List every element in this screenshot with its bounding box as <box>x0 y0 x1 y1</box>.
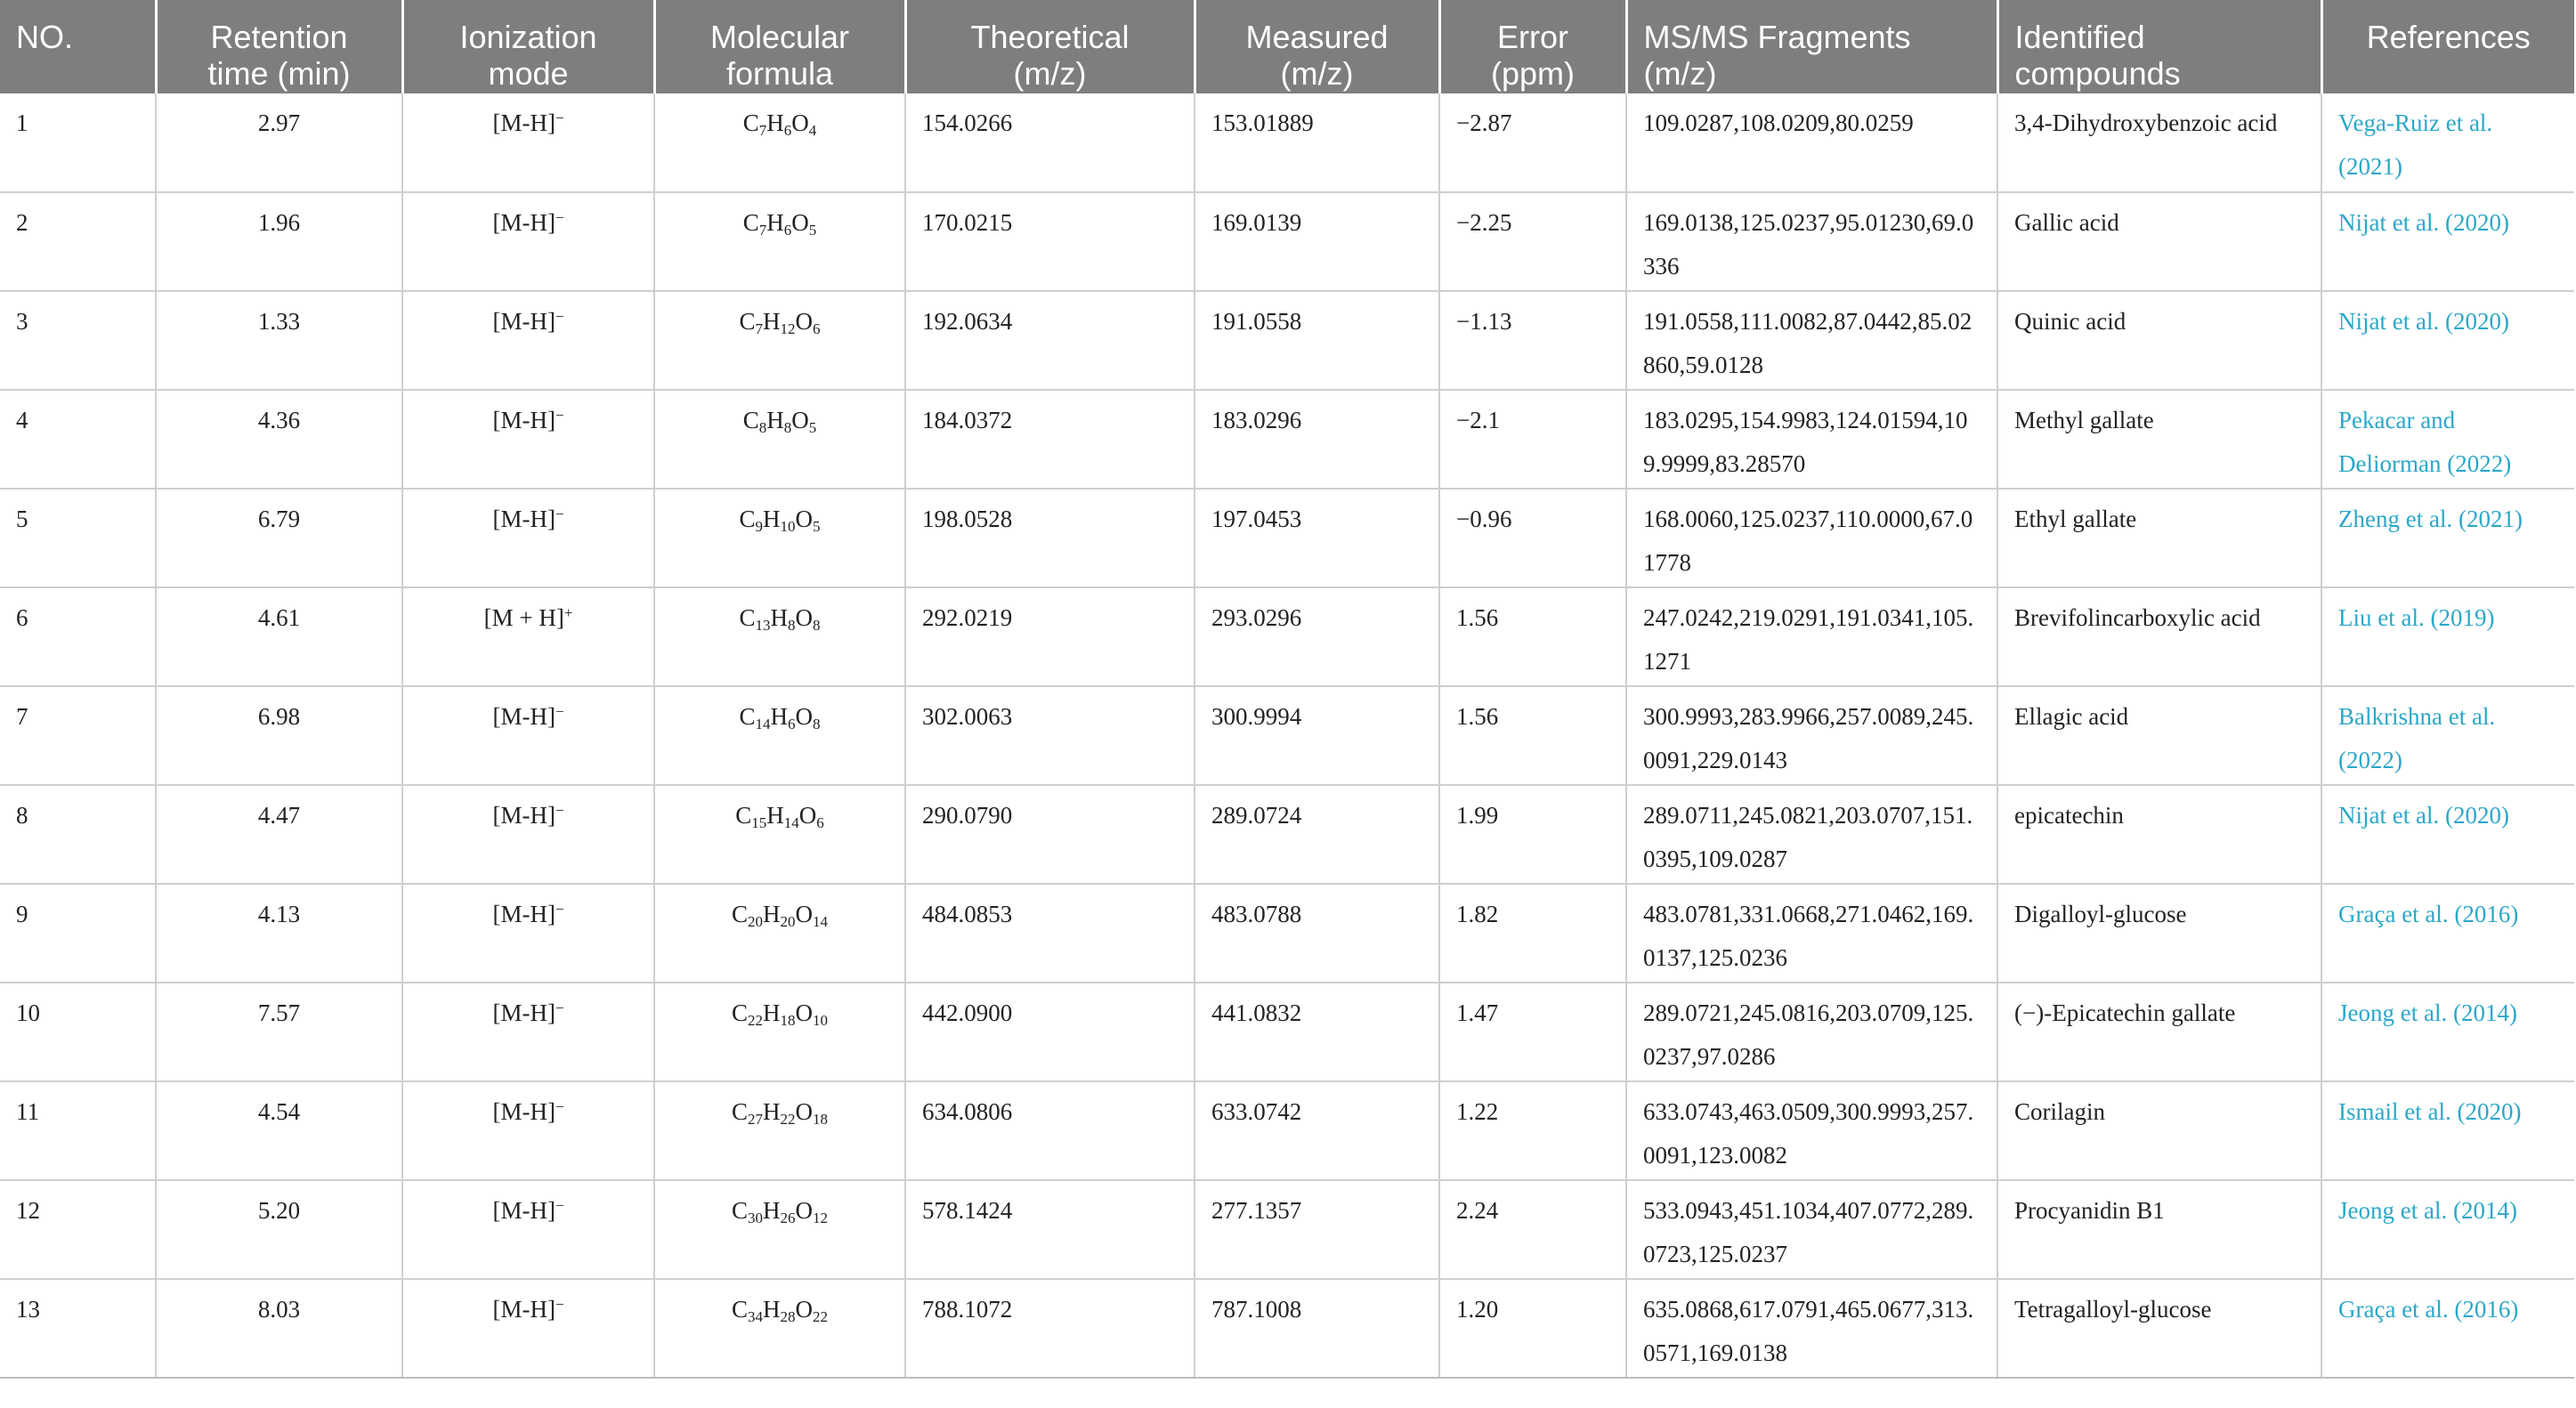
cell-molecular-formula <box>654 1279 905 1378</box>
header-line-2: time (min) <box>207 55 351 92</box>
formula-count: 6 <box>783 122 792 139</box>
cell-theoretical-mz: 290.0790 <box>905 785 1195 884</box>
cell-theoretical-mz: 184.0372 <box>905 390 1195 489</box>
formula-element: C <box>739 703 756 730</box>
ion-charge: − <box>555 1197 564 1214</box>
cell-retention-time: 6.79 <box>156 489 402 587</box>
table-header <box>0 0 2574 93</box>
cell-error-ppm: 1.56 <box>1439 587 1626 686</box>
cell-measured-mz: 293.0296 <box>1195 587 1439 686</box>
ion-base: [M + H] <box>483 604 564 631</box>
cell-identified-compound: Ellagic acid <box>1997 686 2321 785</box>
ion-base: [M-H] <box>492 1296 555 1323</box>
cell-retention-time: 1.96 <box>156 192 402 291</box>
cell-theoretical-mz: 788.1072 <box>905 1279 1195 1378</box>
cell-error-ppm: −2.87 <box>1439 93 1626 192</box>
cell-retention-time: 4.47 <box>156 785 402 884</box>
ion-base: [M-H] <box>492 703 555 730</box>
formula-element: C <box>739 308 756 335</box>
cell-error-ppm: 1.20 <box>1439 1279 1626 1378</box>
cell-identified-compound: Brevifolincarboxylic acid <box>1997 587 2321 686</box>
cell-error-ppm: −2.25 <box>1439 192 1626 291</box>
cell-measured-mz: 787.1008 <box>1195 1279 1439 1378</box>
formula-count: 14 <box>783 814 799 831</box>
cell-error-ppm: 1.56 <box>1439 686 1626 785</box>
formula-element: C <box>742 109 759 136</box>
formula-count: 4 <box>808 122 817 139</box>
cell-molecular-formula <box>654 983 905 1081</box>
formula-element: C <box>742 407 759 433</box>
ion-charge: − <box>555 1098 564 1115</box>
header-references-label: References <box>2366 19 2531 55</box>
formula-element: C <box>731 1296 748 1323</box>
formula-count: 12 <box>780 320 796 337</box>
header-ionization-mode <box>402 0 654 93</box>
reference-link[interactable]: Liu et al. (2019) <box>2321 587 2574 686</box>
ion-charge: − <box>555 506 564 522</box>
formula-count: 20 <box>748 913 763 930</box>
cell-molecular-formula <box>654 489 905 587</box>
cell-no: 5 <box>0 489 156 587</box>
table-row <box>0 983 2574 1081</box>
table-row <box>0 390 2574 489</box>
formula-count: 7 <box>758 122 767 139</box>
formula-element: H <box>766 109 784 136</box>
cell-molecular-formula <box>654 1081 905 1180</box>
cell-measured-mz: 277.1357 <box>1195 1180 1439 1279</box>
formula-count: 22 <box>748 1012 763 1029</box>
formula-element: O <box>795 999 813 1026</box>
formula-count: 30 <box>748 1210 763 1226</box>
header-line-1: Molecular <box>709 19 850 55</box>
cell-molecular-formula <box>654 291 905 390</box>
ion-charge: − <box>555 901 564 918</box>
cell-identified-compound: Gallic acid <box>1997 192 2321 291</box>
table-row <box>0 686 2574 785</box>
header-line-1: Theoretical <box>970 19 1130 55</box>
cell-msms-fragments: 633.0743,463.0509,300.9993,257.0091,123.0082 <box>1626 1081 1997 1180</box>
table-body <box>0 93 2574 1378</box>
cell-no: 6 <box>0 587 156 686</box>
cell-error-ppm: 1.22 <box>1439 1081 1626 1180</box>
table-row <box>0 587 2574 686</box>
formula-count: 28 <box>780 1308 796 1325</box>
formula-element: C <box>739 506 756 532</box>
cell-retention-time: 8.03 <box>156 1279 402 1378</box>
cell-ionization-mode <box>402 93 654 192</box>
header-msms-fragments <box>1626 0 1997 93</box>
formula-count: 10 <box>813 1012 828 1029</box>
formula-element: H <box>763 1197 781 1224</box>
table-row <box>0 192 2574 291</box>
ion-charge: − <box>555 1296 564 1313</box>
cell-ionization-mode <box>402 489 654 587</box>
cell-msms-fragments: 289.0711,245.0821,203.0707,151.0395,109.0287 <box>1626 785 1997 884</box>
header-no-label: NO. <box>16 19 74 55</box>
cell-ionization-mode <box>402 884 654 983</box>
cell-msms-fragments: 300.9993,283.9966,257.0089,245.0091,229.0143 <box>1626 686 1997 785</box>
cell-retention-time: 1.33 <box>156 291 402 390</box>
cell-molecular-formula <box>654 884 905 983</box>
cell-msms-fragments: 483.0781,331.0668,271.0462,169.0137,125.0236 <box>1626 884 1997 983</box>
header-identified-compounds <box>1997 0 2321 93</box>
ion-charge: − <box>555 209 564 226</box>
reference-link[interactable]: Nijat et al. (2020) <box>2321 785 2574 884</box>
formula-element: O <box>795 604 813 631</box>
formula-count: 5 <box>808 222 817 239</box>
formula-count: 18 <box>813 1111 828 1128</box>
table-row <box>0 1180 2574 1279</box>
cell-identified-compound: 3,4-Dihydroxybenzoic acid <box>1997 93 2321 192</box>
ion-charge: − <box>555 703 564 720</box>
cell-no: 12 <box>0 1180 156 1279</box>
header-line-2: mode <box>488 55 569 92</box>
cell-measured-mz: 441.0832 <box>1195 983 1439 1081</box>
formula-element: C <box>731 1197 748 1224</box>
formula-count: 34 <box>748 1308 763 1325</box>
ion-base: [M-H] <box>492 901 555 927</box>
cell-measured-mz: 300.9994 <box>1195 686 1439 785</box>
reference-link[interactable]: Graça et al. (2016) <box>2321 884 2574 983</box>
formula-count: 8 <box>758 419 767 436</box>
cell-molecular-formula <box>654 93 905 192</box>
formula-count: 22 <box>813 1308 828 1325</box>
header-line-2: formula <box>725 55 834 92</box>
cell-measured-mz: 191.0558 <box>1195 291 1439 390</box>
cell-ionization-mode <box>402 587 654 686</box>
cell-ionization-mode <box>402 1180 654 1279</box>
ion-charge: − <box>555 308 564 325</box>
formula-count: 10 <box>780 518 796 535</box>
formula-element: O <box>795 1098 813 1125</box>
cell-measured-mz: 153.01889 <box>1195 93 1439 192</box>
cell-identified-compound: Procyanidin B1 <box>1997 1180 2321 1279</box>
header-line-2: compounds <box>2014 55 2181 92</box>
formula-element: O <box>795 703 813 730</box>
formula-count: 27 <box>748 1111 763 1128</box>
header-line-1: Identified <box>2014 19 2145 55</box>
cell-msms-fragments: 247.0242,219.0291,191.0341,105.1271 <box>1626 587 1997 686</box>
ion-charge: − <box>555 999 564 1016</box>
formula-count: 14 <box>813 913 828 930</box>
formula-element: H <box>763 1098 781 1125</box>
formula-element: H <box>763 506 781 532</box>
ion-charge: − <box>555 109 564 126</box>
formula-count: 7 <box>758 222 767 239</box>
ion-charge: − <box>555 407 564 424</box>
ion-base: [M-H] <box>492 506 555 532</box>
cell-no: 3 <box>0 291 156 390</box>
header-line-1: Error <box>1497 19 1568 55</box>
ion-base: [M-H] <box>492 802 555 829</box>
header-line-2: (ppm) <box>1490 55 1575 92</box>
cell-theoretical-mz: 292.0219 <box>905 587 1195 686</box>
cell-no: 8 <box>0 785 156 884</box>
formula-count: 6 <box>783 222 792 239</box>
formula-count: 22 <box>780 1111 796 1128</box>
cell-ionization-mode <box>402 983 654 1081</box>
formula-count: 9 <box>755 518 763 535</box>
ion-base: [M-H] <box>492 1197 555 1224</box>
formula-element: H <box>770 703 788 730</box>
formula-count: 15 <box>751 814 767 831</box>
cell-retention-time: 4.54 <box>156 1081 402 1180</box>
cell-theoretical-mz: 302.0063 <box>905 686 1195 785</box>
cell-identified-compound: Tetragalloyl-glucose <box>1997 1279 2321 1378</box>
cell-no: 9 <box>0 884 156 983</box>
formula-element: H <box>763 308 781 335</box>
header-error <box>1439 0 1626 93</box>
header-line-2: (m/z) <box>1280 55 1354 92</box>
cell-theoretical-mz: 198.0528 <box>905 489 1195 587</box>
cell-no: 7 <box>0 686 156 785</box>
formula-element: O <box>798 802 817 829</box>
cell-error-ppm: 1.82 <box>1439 884 1626 983</box>
table-row <box>0 1279 2574 1378</box>
formula-count: 20 <box>780 913 796 930</box>
cell-theoretical-mz: 634.0806 <box>905 1081 1195 1180</box>
header-measured <box>1195 0 1439 93</box>
cell-measured-mz: 197.0453 <box>1195 489 1439 587</box>
cell-no: 1 <box>0 93 156 192</box>
cell-molecular-formula <box>654 390 905 489</box>
header-line-1: Retention <box>210 19 348 55</box>
header-theoretical <box>905 0 1195 93</box>
formula-count: 6 <box>813 320 821 337</box>
header-molecular-formula <box>654 0 905 93</box>
reference-link[interactable]: Vega-Ruiz et al. (2021) <box>2321 93 2574 192</box>
cell-msms-fragments: 533.0943,451.1034,407.0772,289.0723,125.0237 <box>1626 1180 1997 1279</box>
reference-link[interactable]: Ismail et al. (2020) <box>2321 1081 2574 1180</box>
cell-identified-compound: Corilagin <box>1997 1081 2321 1180</box>
cell-theoretical-mz: 578.1424 <box>905 1180 1195 1279</box>
cell-identified-compound: Quinic acid <box>1997 291 2321 390</box>
header-row <box>0 0 2574 93</box>
cell-molecular-formula <box>654 1180 905 1279</box>
formula-element: O <box>795 308 813 335</box>
table-row <box>0 93 2574 192</box>
cell-error-ppm: −0.96 <box>1439 489 1626 587</box>
formula-count: 5 <box>813 518 821 535</box>
ion-charge: − <box>555 802 564 819</box>
formula-element: H <box>763 901 781 927</box>
header-references <box>2321 0 2574 93</box>
cell-error-ppm: 1.47 <box>1439 983 1626 1081</box>
table-row <box>0 1081 2574 1180</box>
cell-retention-time: 7.57 <box>156 983 402 1081</box>
header-line-1: MS/MS Fragments <box>1643 19 1911 55</box>
reference-link[interactable]: Nijat et al. (2020) <box>2321 291 2574 390</box>
cell-msms-fragments: 191.0558,111.0082,87.0442,85.02860,59.0128 <box>1626 291 1997 390</box>
reference-link[interactable]: Balkrishna et al. (2022) <box>2321 686 2574 785</box>
cell-msms-fragments: 168.0060,125.0237,110.0000,67.01778 <box>1626 489 1997 587</box>
cell-error-ppm: −2.1 <box>1439 390 1626 489</box>
cell-no: 10 <box>0 983 156 1081</box>
cell-ionization-mode <box>402 1081 654 1180</box>
ion-charge: + <box>563 604 573 621</box>
cell-identified-compound: Methyl gallate <box>1997 390 2321 489</box>
ion-base: [M-H] <box>492 209 555 236</box>
cell-ionization-mode <box>402 1279 654 1378</box>
cell-theoretical-mz: 192.0634 <box>905 291 1195 390</box>
cell-retention-time: 4.36 <box>156 390 402 489</box>
ion-base: [M-H] <box>492 109 555 136</box>
formula-element: H <box>766 407 784 433</box>
cell-theoretical-mz: 170.0215 <box>905 192 1195 291</box>
cell-msms-fragments: 183.0295,154.9983,124.01594,109.9999,83.28570 <box>1626 390 1997 489</box>
formula-element: C <box>731 1098 748 1125</box>
reference-link[interactable]: Jeong et al. (2014) <box>2321 1180 2574 1279</box>
cell-molecular-formula <box>654 686 905 785</box>
cell-molecular-formula <box>654 192 905 291</box>
cell-msms-fragments: 635.0868,617.0791,465.0677,313.0571,169.0138 <box>1626 1279 1997 1378</box>
cell-retention-time: 4.61 <box>156 587 402 686</box>
cell-ionization-mode <box>402 291 654 390</box>
formula-element: H <box>766 802 784 829</box>
cell-ionization-mode <box>402 192 654 291</box>
table-row <box>0 884 2574 983</box>
cell-error-ppm: −1.13 <box>1439 291 1626 390</box>
formula-count: 13 <box>755 617 771 634</box>
cell-msms-fragments: 169.0138,125.0237,95.01230,69.0336 <box>1626 192 1997 291</box>
cell-molecular-formula <box>654 587 905 686</box>
table-row <box>0 489 2574 587</box>
formula-element: C <box>731 901 748 927</box>
formula-count: 14 <box>755 716 771 732</box>
cell-error-ppm: 1.99 <box>1439 785 1626 884</box>
reference-link[interactable]: Zheng et al. (2021) <box>2321 489 2574 587</box>
cell-no: 2 <box>0 192 156 291</box>
cell-ionization-mode <box>402 390 654 489</box>
formula-element: O <box>795 901 813 927</box>
cell-measured-mz: 289.0724 <box>1195 785 1439 884</box>
table-row <box>0 291 2574 390</box>
reference-link[interactable]: Nijat et al. (2020) <box>2321 192 2574 291</box>
ion-base: [M-H] <box>492 407 555 433</box>
cell-error-ppm: 2.24 <box>1439 1180 1626 1279</box>
formula-element: O <box>791 209 809 236</box>
formula-element: H <box>770 604 788 631</box>
cell-molecular-formula <box>654 785 905 884</box>
reference-link[interactable]: Jeong et al. (2014) <box>2321 983 2574 1081</box>
header-no <box>0 0 156 93</box>
header-line-2: (m/z) <box>1643 55 1717 92</box>
cell-ionization-mode <box>402 686 654 785</box>
cell-retention-time: 4.13 <box>156 884 402 983</box>
formula-element: O <box>795 1197 813 1224</box>
formula-element: C <box>735 802 752 829</box>
cell-retention-time: 6.98 <box>156 686 402 785</box>
ion-base: [M-H] <box>492 999 555 1026</box>
cell-identified-compound: Digalloyl-glucose <box>1997 884 2321 983</box>
formula-element: O <box>791 407 809 433</box>
formula-count: 8 <box>788 617 796 634</box>
ion-base: [M-H] <box>492 308 555 335</box>
cell-measured-mz: 483.0788 <box>1195 884 1439 983</box>
formula-count: 8 <box>813 716 821 732</box>
cell-msms-fragments: 289.0721,245.0816,203.0709,125.0237,97.0286 <box>1626 983 1997 1081</box>
cell-theoretical-mz: 442.0900 <box>905 983 1195 1081</box>
formula-count: 26 <box>780 1210 796 1226</box>
cell-measured-mz: 169.0139 <box>1195 192 1439 291</box>
formula-count: 6 <box>788 716 796 732</box>
table-row <box>0 785 2574 884</box>
cell-measured-mz: 183.0296 <box>1195 390 1439 489</box>
cell-measured-mz: 633.0742 <box>1195 1081 1439 1180</box>
cell-ionization-mode <box>402 785 654 884</box>
cell-no: 13 <box>0 1279 156 1378</box>
formula-element: O <box>795 506 813 532</box>
formula-count: 6 <box>816 814 824 831</box>
header-line-1: Ionization <box>459 19 597 55</box>
cell-identified-compound: epicatechin <box>1997 785 2321 884</box>
cell-no: 11 <box>0 1081 156 1180</box>
cell-retention-time: 5.20 <box>156 1180 402 1279</box>
cell-theoretical-mz: 154.0266 <box>905 93 1195 192</box>
formula-element: C <box>731 999 748 1026</box>
cell-theoretical-mz: 484.0853 <box>905 884 1195 983</box>
header-line-2: (m/z) <box>1013 55 1087 92</box>
formula-count: 7 <box>755 320 763 337</box>
formula-element: O <box>791 109 809 136</box>
formula-count: 18 <box>780 1012 796 1029</box>
formula-element: H <box>763 999 781 1026</box>
cell-retention-time: 2.97 <box>156 93 402 192</box>
cell-identified-compound: (−)-Epicatechin gallate <box>1997 983 2321 1081</box>
reference-link[interactable]: Pekacar and Deliorman (2022) <box>2321 390 2574 489</box>
formula-element: C <box>742 209 759 236</box>
formula-element: H <box>766 209 784 236</box>
ion-base: [M-H] <box>492 1098 555 1125</box>
formula-element: C <box>739 604 756 631</box>
formula-count: 8 <box>783 419 792 436</box>
formula-count: 12 <box>813 1210 828 1226</box>
cell-identified-compound: Ethyl gallate <box>1997 489 2321 587</box>
reference-link[interactable]: Graça et al. (2016) <box>2321 1279 2574 1378</box>
formula-count: 5 <box>808 419 817 436</box>
header-retention-time <box>156 0 402 93</box>
formula-element: H <box>763 1296 781 1323</box>
header-line-1: Measured <box>1245 19 1389 55</box>
formula-count: 8 <box>813 617 821 634</box>
cell-no: 4 <box>0 390 156 489</box>
formula-element: O <box>795 1296 813 1323</box>
cell-msms-fragments: 109.0287,108.0209,80.0259 <box>1626 93 1997 192</box>
